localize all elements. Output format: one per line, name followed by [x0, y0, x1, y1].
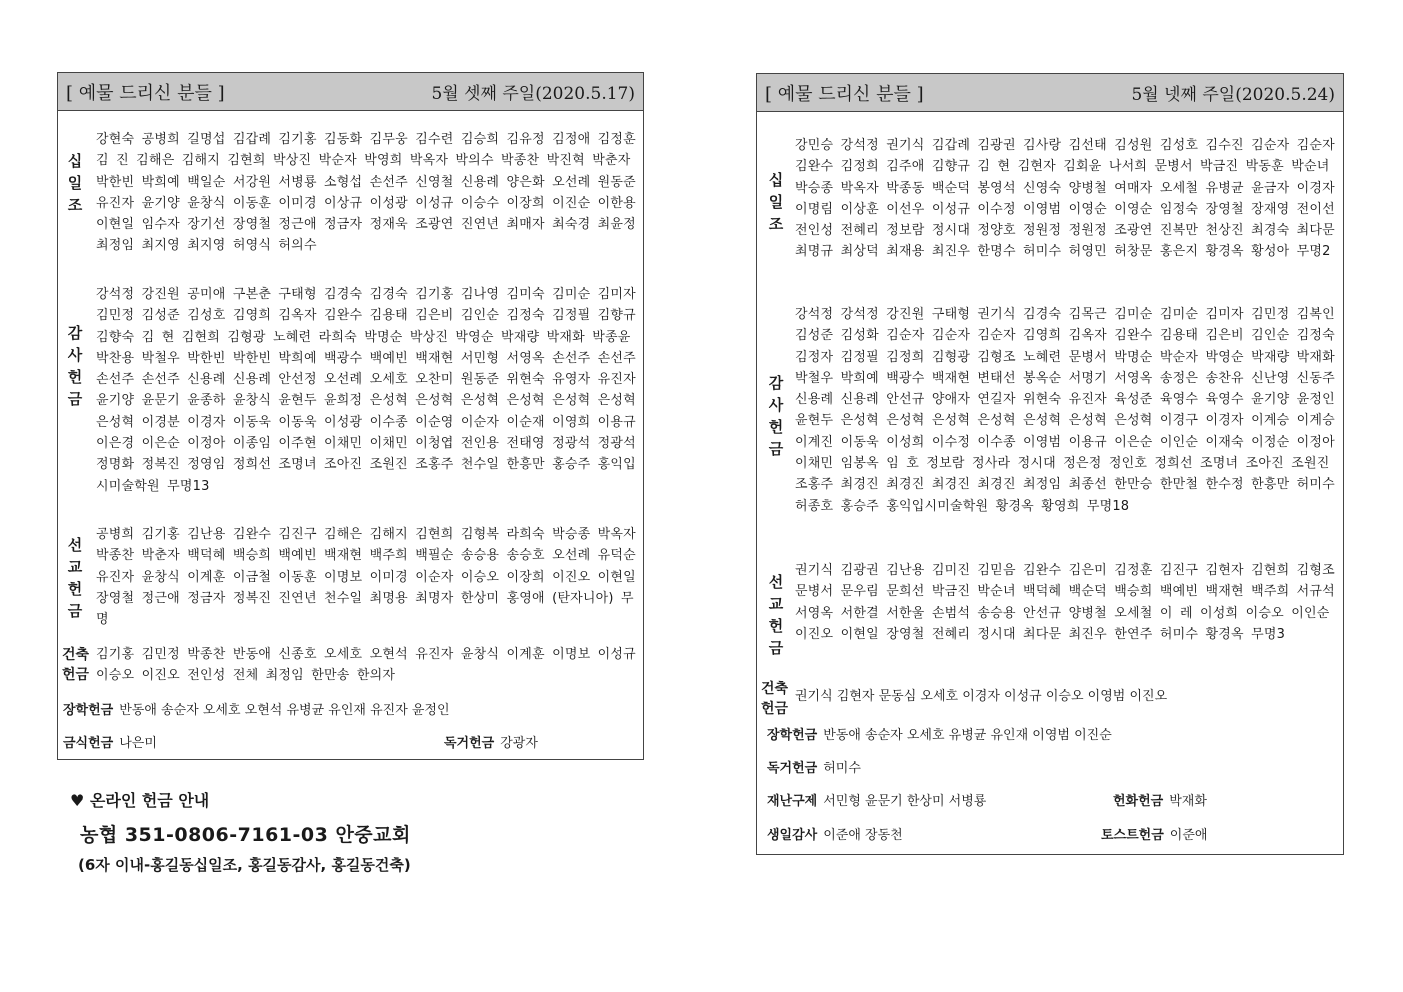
- panel-title: [ 예물 드리신 분들 ]: [765, 83, 924, 105]
- section-label-mission: 선 교 헌 금: [768, 573, 784, 657]
- scholarship-names: 반동애 송순자 오세호 유병균 유인재 이영범 이진순: [823, 728, 1112, 743]
- flower-row: [1113, 792, 1207, 812]
- individual-label: 독거헌금: [767, 761, 818, 776]
- toast-names: 이준애: [1169, 828, 1208, 843]
- disaster-label: 재난구제: [767, 794, 818, 809]
- scholarship-label: 장학헌금: [767, 728, 818, 743]
- tithe-names: 강현숙 공병희 길명섭 김갑례 김기홍 김동화 김무웅 김수련 김승희 김유정 김정애 김정훈 김 진 김해은 김해지 김현희 박상진 박순자 박영희 박옥자 박의수 박종찬 박진혁 박춘자 박한빈 박희예 백일순 서강원 서병룡 소형섭 손선주 신영철 신용례 양은화 오선례 원동준 유진자 윤기양 윤창식 이동훈 이미경 이상규 이성광 이성규 이승수 이장희 이진순 이한용 이현일 임수자 장기선 장영철 정근애 정금자 정재욱 조광연 진연년 최매자 최숙경 최윤정 최정임 최지영 최지영 허영식 허의수: [96, 132, 636, 254]
- individual-names: 허미수: [823, 761, 861, 776]
- individual-label: 독거헌금: [444, 736, 495, 751]
- disaster-row: [767, 792, 986, 812]
- section-label-mission: 선 교 헌 금: [67, 536, 83, 620]
- scholarship-row: [767, 726, 1112, 746]
- fasting-label: 금식헌금: [63, 736, 114, 751]
- section-label-thanks: 감 사 헌 금: [67, 324, 83, 408]
- panel-date: 5월 셋째 주일(2020.5.17): [431, 84, 635, 104]
- panel-header: [58, 73, 643, 111]
- online-giving-title: ♥ 온라인 헌금 안내: [70, 791, 210, 810]
- building-names: 권기식 김현자 문동심 오세호 이경자 이성규 이승오 이영범 이진오: [795, 689, 1168, 704]
- individual-row: [444, 734, 538, 754]
- birthday-row: [767, 826, 903, 846]
- mission-names: 권기식 김광권 김난용 김미진 김믿음 김완수 김은미 김정훈 김진구 김현자 김현희 김형조 문병서 문우림 문희선 박금진 박순녀 백덕혜 백순덕 백승희 백예빈 백재현 백주희 서규석 서영옥 서한결 서한울 손범석 송승용 안선규 양병철 오세철 이 레 이성희 이승오 이인순 이진오 이현일 장영철 전혜리 정시대 최다문 최진우 한연주 허미수 황경옥 무명3: [795, 563, 1335, 642]
- online-giving-account: 농협 351-0806-7161-03 안중교회: [80, 824, 411, 846]
- panel-title: [ 예물 드리신 분들 ]: [66, 82, 225, 104]
- panel-date: 5월 넷째 주일(2020.5.24): [1131, 85, 1335, 105]
- building-label: 건축 헌금: [62, 647, 90, 683]
- individual-names: 강광자: [500, 736, 538, 751]
- toast-label: 토스트헌금: [1101, 828, 1164, 843]
- flower-names: 박재화: [1169, 794, 1207, 809]
- mission-names: 공병희 김기홍 김난용 김완수 김진구 김해은 김해지 김현희 김형복 라희숙 박승종 박옥자 박종찬 박춘자 백덕혜 백승희 백예빈 백재현 백주희 백필순 송승용 송승호 오선례 유덕순 유진자 윤창식 이계훈 이금철 이동훈 이명보 이미경 이순자 이승오 이장희 이진오 이현일 장영철 정근애 정금자 정복진 진연년 천수일 최명용 최명자 한상미 홍영애 (탄자니아) 무명: [96, 527, 636, 628]
- offering-list-week3: [57, 72, 644, 760]
- scholarship-row: [63, 701, 450, 721]
- section-label-tithe: 십 일 조: [768, 171, 784, 233]
- scholarship-label: 장학헌금: [63, 703, 114, 718]
- section-label-tithe: 십 일 조: [67, 152, 83, 214]
- building-names: 김기홍 김민정 박종찬 반동애 신종호 오세호 오현석 유진자 윤창식 이계훈 이명보 이성규 이승오 이진오 전인성 전체 최정임 한만송 한의자: [96, 647, 636, 684]
- thanks-names: 강석정 강석정 강진원 구태형 권기식 김경숙 김목근 김미순 김미순 김미자 김민정 김복인 김성준 김성화 김순자 김순자 김순자 김영희 김옥자 김완수 김용태 김은비 김인순 김정숙 김정자 김정필 김정희 김형광 김형조 노혜련 문병서 박명순 박순자 박영순 박재량 박재화 박철우 박희예 백광수 백재현 변태선 봉옥순 서명기 서영옥 송정은 송찬유 신난영 신동주 신용례 신용례 안선규 양애자 연길자 위현숙 유진자 육성준 육영수 육영수 윤기양 윤정인 윤현두 은성혁 은성혁 은성혁 은성혁 은성혁 은성혁 은성혁 이경구 이경자 이계승 이계승 이계진 이동욱 이성희 이수정 이수종 이영범 이용규 이은순 이인순 이재숙 이정순 이정아 이채민 임봉옥 임 호 정보람 정사라 정시대 정은정 정인호 정희선 조명녀 조아진 조원진 조홍주 최경진 최경진 최경진 최경진 최정임 최종선 한만승 한만철 한수정 한흥만 허미수 허종호 홍승주 홍익입시미술학원 황경옥 황영희 무명18: [795, 307, 1335, 514]
- online-giving-note: (6자 이내-홍길동십일조, 홍길동감사, 홍길동건축): [78, 856, 411, 874]
- individual-row: [767, 759, 861, 779]
- building-label: 건축 헌금: [761, 681, 789, 717]
- disaster-names: 서민형 윤문기 한상미 서병룡: [823, 794, 987, 809]
- fasting-names: 나은미: [119, 736, 157, 751]
- thanks-names: 강석정 강진원 공미애 구본춘 구태형 김경숙 김경숙 김기홍 김나영 김미숙 김미순 김미자 김민정 김성준 김성호 김영희 김옥자 김완수 김용태 김은비 김인순 김정숙 김정필 김향규 김향숙 김 현 김현희 김형광 노혜련 라희숙 박명순 박상진 박영순 박재량 박재화 박종윤 박찬용 박철우 박한빈 박한빈 박희예 백광수 백예빈 백재현 서민형 서영옥 손선주 손선주 손선주 손선주 신용례 신용례 안선정 오선례 오세호 오찬미 원동준 위현숙 유영자 유진자 윤기양 윤문기 윤종하 윤창식 윤현두 윤희정 은성혁 은성혁 은성혁 은성혁 은성혁 은성혁 은성혁 이경분 이경자 이동욱 이동욱 이성광 이수종 이순영 이순자 이순재 이영희 이용규 이은경 이은순 이정아 이종임 이주현 이채민 이채민 이청엽 전인용 전태영 정광석 정광석 정명화 정복진 정영임 정희선 조명녀 조아진 조원진 조홍주 천수일 한흥만 홍승주 홍익입시미술학원 무명13: [96, 287, 636, 494]
- flower-label: 헌화헌금: [1113, 794, 1164, 809]
- toast-row: [1101, 826, 1207, 846]
- scholarship-names: 반동애 송순자 오세호 오현석 유병균 유인재 유진자 윤정인: [119, 703, 450, 718]
- section-label-thanks: 감 사 헌 금: [768, 374, 784, 458]
- fasting-row: [63, 734, 157, 754]
- birthday-label: 생일감사: [767, 828, 818, 843]
- offering-list-week4: [756, 73, 1344, 855]
- panel-header: [757, 74, 1343, 112]
- tithe-names: 강민승 강석정 권기식 김갑례 김광권 김사랑 김선태 김성원 김성호 김수진 김순자 김순자 김완수 김정희 김주애 김향규 김 현 김현자 김회윤 나서희 문병서 박금진 박동훈 박순녀 박승종 박옥자 박종동 백순덕 봉영석 신영숙 양병철 여매자 오세철 유병균 윤금자 이경자 이명림 이상훈 이선우 이성규 이수정 이영범 이영순 이영순 임정숙 장영철 장재영 전이선 전인성 전혜리 정보람 정시대 정양호 정원정 정원정 조광연 진복만 천상진 최경숙 최다문 최명규 최상덕 최재용 최진우 한명수 허미수 허영민 허창문 홍은지 황경옥 황성아 무명2: [795, 138, 1335, 260]
- birthday-names: 이준애 장동천: [823, 828, 903, 843]
